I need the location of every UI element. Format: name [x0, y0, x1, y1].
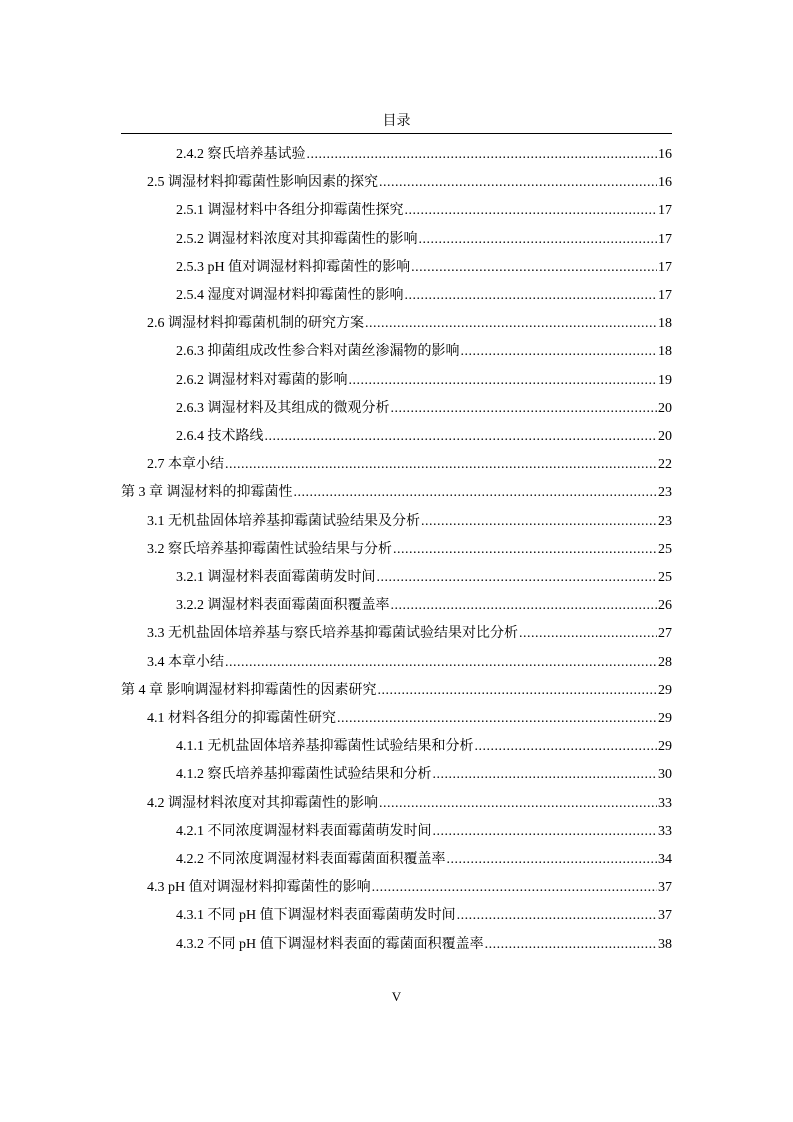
- toc-entry-title: 3.2.2 调湿材料表面霉菌面积覆盖率: [176, 598, 390, 614]
- toc-entry-page: 38: [658, 936, 672, 952]
- dot-leader: [225, 649, 657, 677]
- toc-entry-title: 2.5 调湿材料抑霉菌性影响因素的探究: [147, 175, 378, 191]
- dot-leader: [377, 564, 658, 592]
- toc-entry-page: 20: [658, 400, 672, 416]
- dot-leader: [485, 931, 657, 959]
- toc-entry-title: 2.7 本章小结: [147, 457, 224, 473]
- toc-entry-page: 18: [658, 316, 672, 332]
- dot-leader: [405, 197, 658, 225]
- toc-entry-title: 4.2.2 不同浓度调湿材料表面霉菌面积覆盖率: [176, 852, 446, 867]
- dot-leader: [391, 592, 658, 620]
- toc-entry-page: 16: [658, 175, 672, 191]
- dot-leader: [391, 395, 658, 423]
- dot-leader: [372, 874, 657, 902]
- toc-entry-title: 4.1.2 察氏培养基抑霉菌性试验结果和分析: [176, 767, 432, 783]
- toc-entry[interactable]: [147, 620, 672, 648]
- toc-entry[interactable]: [121, 677, 672, 705]
- header-rule: [121, 133, 672, 134]
- toc-entry[interactable]: [176, 197, 672, 225]
- toc-entry[interactable]: [176, 733, 672, 761]
- toc-entry[interactable]: [176, 226, 672, 254]
- toc-entry-page: 25: [658, 541, 672, 557]
- toc-entry-title: 2.5.1 调湿材料中各组分抑霉菌性探究: [176, 203, 404, 219]
- toc-entry-title: 2.6.3 调湿材料及其组成的微观分析: [176, 400, 390, 416]
- toc-entry-page: 29: [658, 682, 672, 698]
- toc-entry-title: 2.6.3 抑菌组成改性参合料对菌丝渗漏物的影响: [176, 344, 460, 360]
- toc-entry[interactable]: [176, 423, 672, 451]
- dot-leader: [461, 338, 658, 366]
- toc-entry-page: 23: [658, 485, 672, 501]
- dot-leader: [519, 620, 657, 648]
- toc-entry-page: 23: [658, 513, 672, 529]
- toc-entry-page: 29: [658, 739, 672, 755]
- dot-leader: [421, 508, 657, 536]
- dot-leader: [457, 902, 657, 930]
- dot-leader: [411, 254, 657, 282]
- toc-entry[interactable]: [147, 705, 672, 733]
- toc-entry[interactable]: [176, 846, 672, 874]
- toc-entry[interactable]: [176, 282, 672, 310]
- toc-entry-page: 18: [658, 344, 672, 360]
- toc-entry[interactable]: [176, 338, 672, 366]
- toc-entry[interactable]: [176, 395, 672, 423]
- toc-entry-page: 37: [658, 880, 672, 896]
- toc-entry-page: 22: [658, 457, 672, 473]
- dot-leader: [225, 451, 657, 479]
- toc-entry[interactable]: [147, 790, 672, 818]
- dot-leader: [379, 790, 657, 818]
- toc-entry-page: 17: [658, 288, 672, 303]
- toc-entry-page: 37: [658, 908, 672, 924]
- toc-entry[interactable]: [176, 367, 672, 395]
- toc-entry[interactable]: [176, 592, 672, 620]
- toc-entry[interactable]: [176, 141, 672, 169]
- dot-leader: [433, 761, 658, 789]
- toc-entry-page: 17: [658, 231, 672, 247]
- dot-leader: [337, 705, 657, 733]
- toc-entry[interactable]: [176, 254, 672, 282]
- toc-entry[interactable]: [147, 451, 672, 479]
- toc-entry-title: 第 3 章 调湿材料的抑霉菌性: [121, 485, 293, 501]
- toc-entry-title: 4.3.1 不同 pH 值下调湿材料表面霉菌萌发时间: [176, 908, 456, 924]
- toc-entry-title: 2.6 调湿材料抑霉菌机制的研究方案: [147, 316, 364, 332]
- dot-leader: [265, 423, 658, 451]
- toc-entry[interactable]: [176, 902, 672, 930]
- toc-entry-title: 第 4 章 影响调湿材料抑霉菌性的因素研究: [121, 682, 377, 698]
- dot-leader: [294, 479, 658, 507]
- toc-entry[interactable]: [147, 508, 672, 536]
- toc-entry[interactable]: [176, 818, 672, 846]
- dot-leader: [433, 818, 658, 846]
- dot-leader: [365, 310, 657, 338]
- toc-entry[interactable]: [176, 564, 672, 592]
- toc-entry-title: 3.1 无机盐固体培养基抑霉菌试验结果及分析: [147, 513, 420, 529]
- toc-entry-page: 17: [658, 203, 672, 219]
- dot-leader: [349, 367, 658, 395]
- toc-entry-title: 2.5.3 pH 值对调湿材料抑霉菌性的影响: [176, 259, 411, 275]
- toc-entry-title: 2.5.2 调湿材料浓度对其抑霉菌性的影响: [176, 231, 418, 247]
- toc-entry[interactable]: [147, 874, 672, 902]
- toc-entry[interactable]: [176, 761, 672, 789]
- toc-entry-title: 2.6.2 调湿材料对霉菌的影响: [176, 372, 348, 388]
- toc-entry-page: 28: [658, 654, 672, 670]
- toc-entry[interactable]: [147, 649, 672, 677]
- toc-entry-title: 4.3.2 不同 pH 值下调湿材料表面的霉菌面积覆盖率: [176, 936, 484, 952]
- running-header: 目录: [382, 114, 411, 129]
- toc-entry-page: 27: [658, 626, 672, 642]
- toc-entry-title: 2.4.2 察氏培养基试验: [176, 147, 306, 162]
- dot-leader: [419, 226, 658, 254]
- page-number: V: [391, 989, 402, 1004]
- toc-entry-title: 4.1 材料各组分的抑霉菌性研究: [147, 711, 336, 726]
- dot-leader: [405, 282, 658, 310]
- dot-leader: [378, 677, 658, 705]
- toc-entry-title: 3.4 本章小结: [147, 654, 224, 670]
- dot-leader: [379, 169, 657, 197]
- toc-entry[interactable]: [121, 479, 672, 507]
- toc-entry-page: 25: [658, 570, 672, 585]
- toc-entry-page: 33: [658, 795, 672, 811]
- toc-entry-page: 30: [658, 767, 672, 783]
- toc-entry-title: 2.5.4 湿度对调湿材料抑霉菌性的影响: [176, 288, 404, 303]
- toc-entry-title: 4.2.1 不同浓度调湿材料表面霉菌萌发时间: [176, 823, 432, 839]
- toc-entry[interactable]: [147, 169, 672, 197]
- toc-entry[interactable]: [147, 536, 672, 564]
- toc-entry-page: 20: [658, 429, 672, 444]
- toc-entry-title: 3.2.1 调湿材料表面霉菌萌发时间: [176, 570, 376, 585]
- toc-entry-title: 4.3 pH 值对调湿材料抑霉菌性的影响: [147, 880, 371, 896]
- toc-entry-page: 29: [658, 711, 672, 726]
- toc-entry-page: 26: [658, 598, 672, 614]
- toc-entry[interactable]: [176, 931, 672, 959]
- toc-entry-title: 4.1.1 无机盐固体培养基抑霉菌性试验结果和分析: [176, 739, 474, 755]
- toc-entry-title: 3.2 察氏培养基抑霉菌性试验结果与分析: [147, 541, 392, 557]
- toc-entry-page: 19: [658, 372, 672, 388]
- dot-leader: [447, 846, 658, 874]
- toc-entry-page: 33: [658, 823, 672, 839]
- dot-leader: [393, 536, 657, 564]
- toc-entry-title: 4.2 调湿材料浓度对其抑霉菌性的影响: [147, 795, 378, 811]
- toc-entry-title: 2.6.4 技术路线: [176, 429, 264, 444]
- toc-entry[interactable]: [147, 310, 672, 338]
- toc-entry-page: 34: [658, 852, 672, 867]
- toc-entry-title: 3.3 无机盐固体培养基与察氏培养基抑霉菌试验结果对比分析: [147, 626, 518, 642]
- toc-entry-page: 16: [658, 147, 672, 162]
- toc-entry-page: 17: [658, 259, 672, 275]
- dot-leader: [307, 141, 658, 169]
- dot-leader: [475, 733, 658, 761]
